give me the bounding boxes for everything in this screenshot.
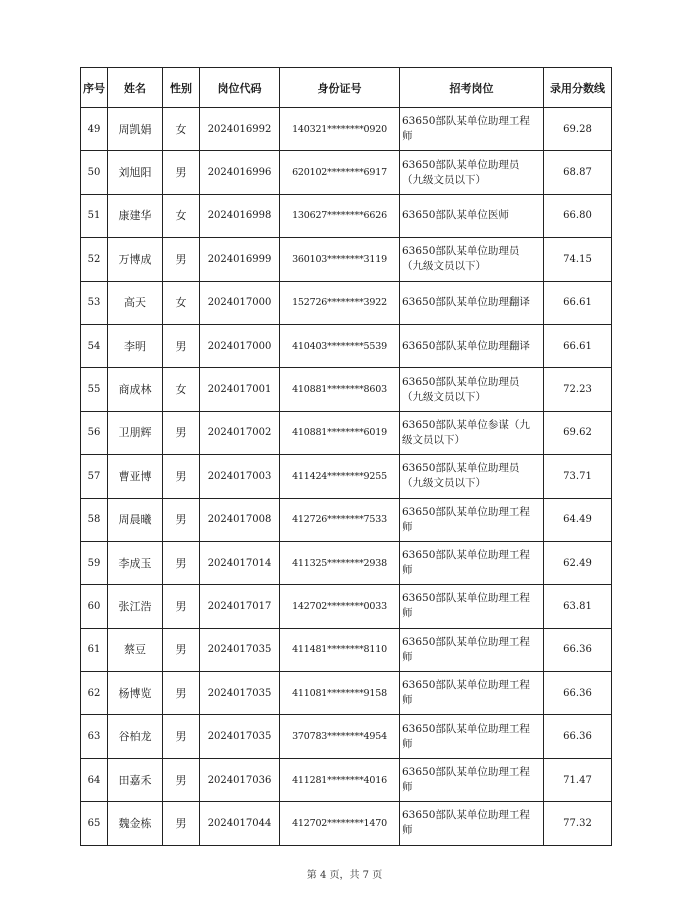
cell-score: 66.80 (544, 194, 612, 237)
cell-serial: 52 (81, 238, 108, 281)
cell-name: 卫朋辉 (108, 411, 163, 454)
cell-score: 66.36 (544, 715, 612, 758)
cell-position-code: 2024017001 (200, 368, 280, 411)
cell-position-code: 2024017000 (200, 324, 280, 367)
cell-position: 63650部队某单位助理员（九级文员以下） (400, 455, 544, 498)
admission-roster-table (80, 67, 612, 846)
cell-position: 63650部队某单位助理工程师 (400, 585, 544, 628)
table-row (81, 585, 612, 628)
cell-name: 周晨曦 (108, 498, 163, 541)
cell-position-code: 2024017044 (200, 802, 280, 845)
cell-position: 63650部队某单位助理工程师 (400, 802, 544, 845)
cell-serial: 51 (81, 194, 108, 237)
cell-score: 77.32 (544, 802, 612, 845)
header-position: 招考岗位 (400, 68, 544, 108)
table-row (81, 194, 612, 237)
cell-score: 62.49 (544, 541, 612, 584)
cell-gender: 男 (163, 672, 200, 715)
table-row (81, 455, 612, 498)
cell-name: 李成玉 (108, 541, 163, 584)
cell-serial: 59 (81, 541, 108, 584)
cell-position: 63650部队某单位助理翻译 (400, 281, 544, 324)
cell-gender: 女 (163, 281, 200, 324)
cell-id-number: 410403********5539 (280, 324, 400, 367)
table-row (81, 802, 612, 845)
cell-id-number: 142702********0033 (280, 585, 400, 628)
header-id-number: 身份证号 (280, 68, 400, 108)
cell-position-code: 2024016996 (200, 151, 280, 194)
cell-score: 69.62 (544, 411, 612, 454)
cell-score: 66.36 (544, 628, 612, 671)
cell-position: 63650部队某单位助理员（九级文员以下） (400, 238, 544, 281)
cell-gender: 男 (163, 585, 200, 628)
cell-gender: 女 (163, 108, 200, 151)
cell-id-number: 411281********4016 (280, 758, 400, 801)
cell-name: 李明 (108, 324, 163, 367)
table-row (81, 151, 612, 194)
cell-position-code: 2024017002 (200, 411, 280, 454)
cell-name: 万博成 (108, 238, 163, 281)
cell-position: 63650部队某单位助理员（九级文员以下） (400, 151, 544, 194)
cell-position-code: 2024017036 (200, 758, 280, 801)
cell-name: 高天 (108, 281, 163, 324)
cell-position: 63650部队某单位参谋（九级文员以下） (400, 411, 544, 454)
cell-score: 66.36 (544, 672, 612, 715)
cell-serial: 58 (81, 498, 108, 541)
cell-id-number: 411481********8110 (280, 628, 400, 671)
cell-gender: 男 (163, 498, 200, 541)
header-serial: 序号 (81, 68, 108, 108)
table-body (81, 108, 612, 846)
cell-position-code: 2024016999 (200, 238, 280, 281)
table-row (81, 108, 612, 151)
cell-name: 蔡豆 (108, 628, 163, 671)
header-gender: 性别 (163, 68, 200, 108)
cell-id-number: 140321********0920 (280, 108, 400, 151)
cell-id-number: 411081********9158 (280, 672, 400, 715)
cell-serial: 50 (81, 151, 108, 194)
cell-position: 63650部队某单位助理工程师 (400, 108, 544, 151)
cell-score: 69.28 (544, 108, 612, 151)
cell-gender: 男 (163, 802, 200, 845)
cell-serial: 60 (81, 585, 108, 628)
cell-serial: 56 (81, 411, 108, 454)
table-row (81, 324, 612, 367)
cell-id-number: 412726********7533 (280, 498, 400, 541)
cell-id-number: 130627********6626 (280, 194, 400, 237)
cell-score: 74.15 (544, 238, 612, 281)
cell-name: 魏金栋 (108, 802, 163, 845)
cell-score: 72.23 (544, 368, 612, 411)
cell-position-code: 2024017035 (200, 715, 280, 758)
page-footer: 第 4 页，共 7 页 (306, 870, 383, 881)
cell-position: 63650部队某单位助理工程师 (400, 715, 544, 758)
cell-name: 商成林 (108, 368, 163, 411)
table-row (81, 411, 612, 454)
table-row (81, 672, 612, 715)
cell-serial: 64 (81, 758, 108, 801)
cell-id-number: 410881********6019 (280, 411, 400, 454)
cell-name: 张江浩 (108, 585, 163, 628)
cell-id-number: 411325********2938 (280, 541, 400, 584)
table-row (81, 758, 612, 801)
cell-serial: 61 (81, 628, 108, 671)
cell-score: 68.87 (544, 151, 612, 194)
cell-name: 田嘉禾 (108, 758, 163, 801)
cell-name: 刘旭阳 (108, 151, 163, 194)
table-row (81, 628, 612, 671)
cell-gender: 男 (163, 411, 200, 454)
cell-gender: 男 (163, 238, 200, 281)
table-row (81, 281, 612, 324)
table-row (81, 541, 612, 584)
cell-position-code: 2024017008 (200, 498, 280, 541)
cell-position: 63650部队某单位助理翻译 (400, 324, 544, 367)
cell-serial: 63 (81, 715, 108, 758)
cell-gender: 男 (163, 715, 200, 758)
cell-gender: 男 (163, 758, 200, 801)
header-name: 姓名 (108, 68, 163, 108)
cell-position: 63650部队某单位医师 (400, 194, 544, 237)
cell-id-number: 360103********3119 (280, 238, 400, 281)
cell-id-number: 620102********6917 (280, 151, 400, 194)
cell-name: 曹亚博 (108, 455, 163, 498)
cell-position: 63650部队某单位助理工程师 (400, 758, 544, 801)
cell-position: 63650部队某单位助理工程师 (400, 672, 544, 715)
cell-position-code: 2024017014 (200, 541, 280, 584)
cell-serial: 54 (81, 324, 108, 367)
cell-position: 63650部队某单位助理工程师 (400, 541, 544, 584)
cell-score: 66.61 (544, 281, 612, 324)
cell-score: 64.49 (544, 498, 612, 541)
cell-position: 63650部队某单位助理工程师 (400, 628, 544, 671)
cell-position: 63650部队某单位助理员（九级文员以下） (400, 368, 544, 411)
cell-id-number: 412702********1470 (280, 802, 400, 845)
cell-score: 71.47 (544, 758, 612, 801)
header-score: 录用分数线 (544, 68, 612, 108)
cell-position-code: 2024017000 (200, 281, 280, 324)
table-header (81, 68, 612, 108)
cell-serial: 53 (81, 281, 108, 324)
cell-serial: 57 (81, 455, 108, 498)
cell-gender: 男 (163, 151, 200, 194)
cell-position: 63650部队某单位助理工程师 (400, 498, 544, 541)
cell-id-number: 410881********8603 (280, 368, 400, 411)
header-position-code: 岗位代码 (200, 68, 280, 108)
cell-name: 周凯娟 (108, 108, 163, 151)
cell-gender: 男 (163, 541, 200, 584)
cell-id-number: 370783********4954 (280, 715, 400, 758)
table-row (81, 238, 612, 281)
cell-gender: 女 (163, 194, 200, 237)
cell-serial: 49 (81, 108, 108, 151)
cell-name: 谷柏龙 (108, 715, 163, 758)
cell-position-code: 2024017003 (200, 455, 280, 498)
cell-position-code: 2024017035 (200, 628, 280, 671)
cell-gender: 男 (163, 324, 200, 367)
cell-serial: 65 (81, 802, 108, 845)
cell-score: 73.71 (544, 455, 612, 498)
cell-id-number: 152726********3922 (280, 281, 400, 324)
header-row (81, 68, 612, 108)
cell-name: 杨博览 (108, 672, 163, 715)
cell-position-code: 2024016992 (200, 108, 280, 151)
table-row (81, 368, 612, 411)
cell-position-code: 2024016998 (200, 194, 280, 237)
cell-position-code: 2024017035 (200, 672, 280, 715)
cell-serial: 62 (81, 672, 108, 715)
cell-position-code: 2024017017 (200, 585, 280, 628)
cell-name: 康建华 (108, 194, 163, 237)
cell-score: 66.61 (544, 324, 612, 367)
cell-score: 63.81 (544, 585, 612, 628)
cell-id-number: 411424********9255 (280, 455, 400, 498)
cell-gender: 男 (163, 628, 200, 671)
table-row (81, 715, 612, 758)
table-row (81, 498, 612, 541)
cell-gender: 女 (163, 368, 200, 411)
cell-gender: 男 (163, 455, 200, 498)
cell-serial: 55 (81, 368, 108, 411)
